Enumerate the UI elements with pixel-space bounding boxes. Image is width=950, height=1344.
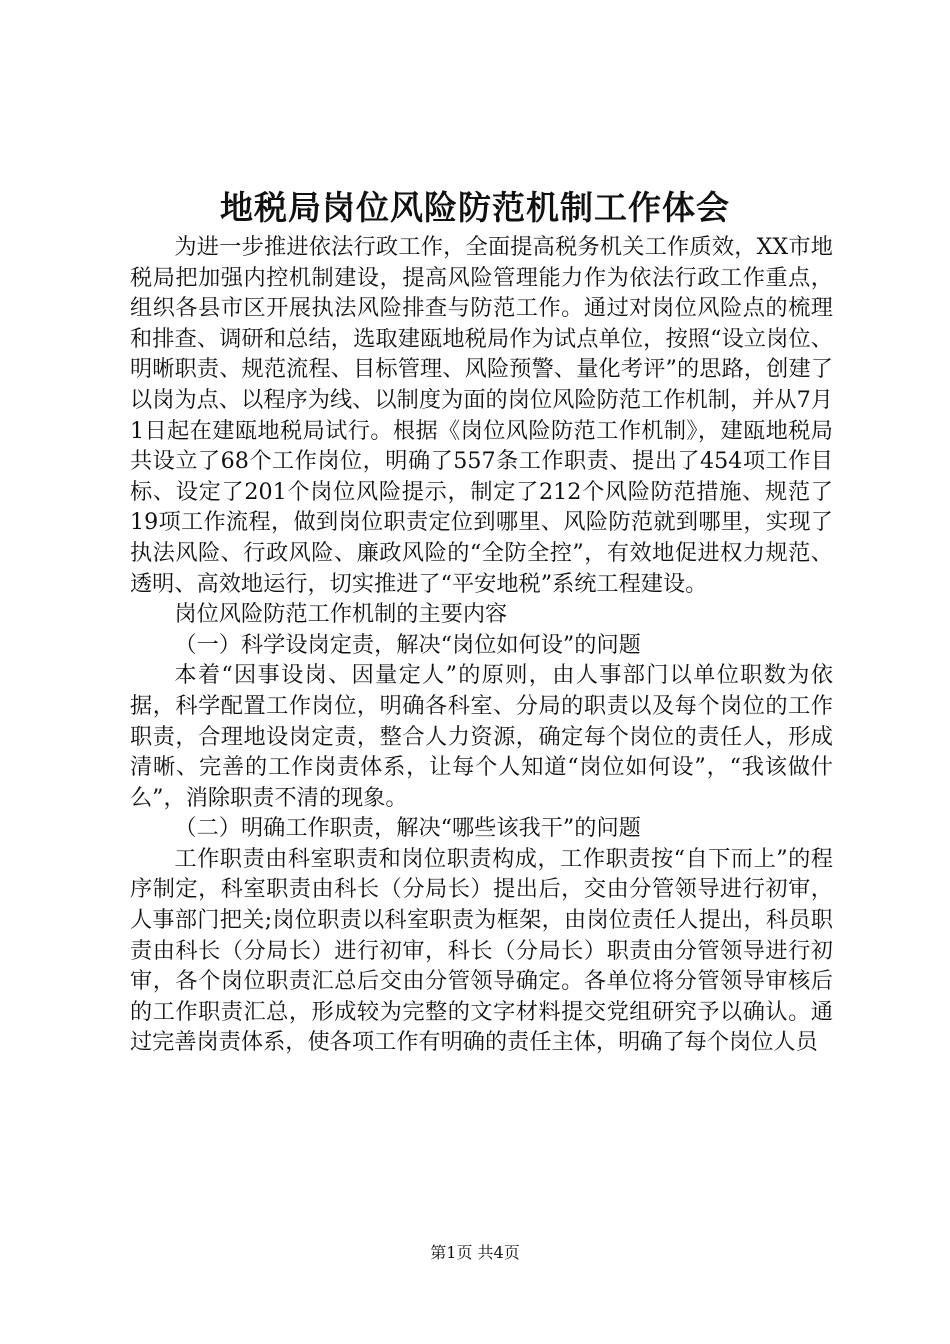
subsection-heading-1: （一）科学设岗定责，解决“岗位如何设”的问题 — [174, 631, 641, 658]
document-title: 地税局岗位风险防范机制工作体会 — [220, 188, 730, 227]
page-footer: 第1页 共4页 — [430, 1243, 520, 1262]
document-body — [130, 232, 833, 1058]
section-heading: 岗位风险防范工作机制的主要内容 — [174, 601, 508, 628]
paragraph-subsection-2: 工作职责由科室职责和岗位职责构成，工作职责按“自下而上”的程序制定，科室职责由科长（分局长）提出后，交由分管领导进行初审，人事部门把关;岗位职责以科室职责为框架，由岗位责任人提出，科员职责由科长（分局长）进行初审，科长（分局长）职责由分管领导进行初审，各个岗位职责汇总后交由分管领导确定。各单位将分管领导审核后的工作职责汇总，形成较为完整的文字材料提交党组研究予以确认。通过完善岗责体系，使各项工作有明确的责任主体，明确了每个岗位人员 — [130, 845, 833, 1056]
paragraph-intro: 为进一步推进依法行政工作，全面提高税务机关工作质效，XX市地税局把加强内控机制建设，提高风险管理能力作为依法行政工作重点，组织各县市区开展执法风险排查与防范工作。通过对岗位风险点的梳理和排查、调研和总结，选取建瓯地税局作为试点单位，按照“设立岗位、明晰职责、规范流程、目标管理、风险预警、量化考评”的思路，创建了以岗为点、以程序为线、以制度为面的岗位风险防范工作机制，并从7月1日起在建瓯地税局试行。根据《岗位风险防范工作机制》，建瓯地税局共设立了68个工作岗位，明确了557条工作职责、提出了454项工作目标、设定了201个岗位风险提示，制定了212个风险防范措施、规范了19项工作流程，做到岗位职责定位到哪里、风险防范就到哪里，实现了执法风险、行政风险、廉政风险的“全防全控”，有效地促进权力规范、透明、高效地运行，切实推进了“平安地税”系统工程建设。 — [130, 234, 833, 597]
paragraph-subsection-1: 本着“因事设岗、因量定人”的原则，由人事部门以单位职数为依据，科学配置工作岗位，明确各科室、分局的职责以及每个岗位的工作职责，合理地设岗定责，整合人力资源，确定每个岗位的责任人，形成清晰、完善的工作岗责体系，让每个人知道“岗位如何设”，“我该做什么”，消除职责不清的现象。 — [130, 662, 833, 811]
subsection-heading-2: （二）明确工作职责，解决“哪些该我干”的问题 — [174, 815, 641, 842]
